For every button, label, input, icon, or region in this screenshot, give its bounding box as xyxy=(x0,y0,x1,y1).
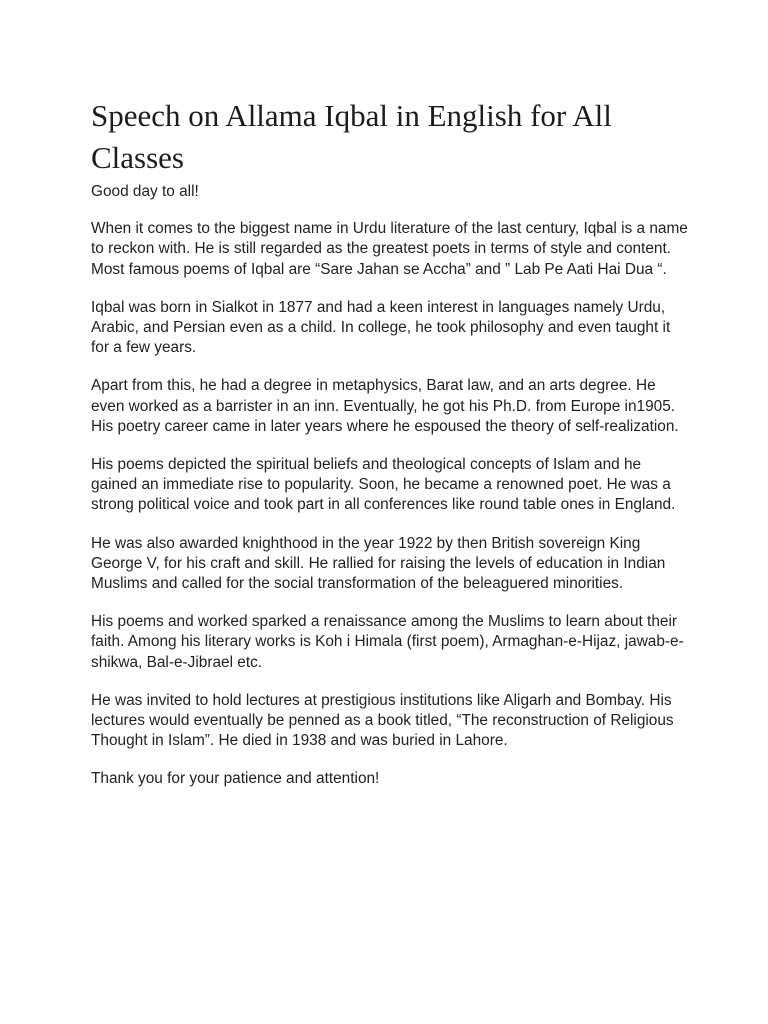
paragraph-early-life: Iqbal was born in Sialkot in 1877 and had a keen interest in languages namely Urdu, Arabic, and Persian even as a child. In college, he took philosophy and even taught it for a few years. xyxy=(91,298,671,357)
paragraph-lectures: He was invited to hold lectures at prestigious institutions like Aligarh and Bombay. His lectures would eventually be penned as a book titled, “The reconstruction of Religious Thought in Islam”. He died in 1938 and was buried in Lahore. xyxy=(91,691,674,750)
paragraph-education: Apart from this, he had a degree in metaphysics, Barat law, and an arts degree. He even worked as a barrister in an inn. Eventually, he got his Ph.D. from Europe in1905. His poetry career came in later years where he espoused the theory of self-realization. xyxy=(91,377,679,435)
paragraph-intro: When it comes to the biggest name in Urdu literature of the last century, Iqbal is a name to reckon with. He is still regarded as the greatest poets in terms of style and content. Most famous poems of Iqbal are “Sare Jahan se Accha” and ” Lab Pe Aati Hai Dua “. xyxy=(91,220,688,278)
paragraph-closing: Thank you for your patience and attention! xyxy=(91,770,380,788)
paragraph-greeting: Good day to all! xyxy=(91,183,199,200)
document-title: Speech on Allama Iqbal in English for All Classes xyxy=(91,98,612,175)
document-page xyxy=(91,95,691,808)
paragraph-literary-works: His poems and worked sparked a renaissance among the Muslims to learn about their faith. Among his literary works is Koh i Himala (first poem), Armaghan-e-Hijaz, jawab-e- shikwa, Bal-e-Jibrael etc. xyxy=(91,613,684,671)
paragraph-poetry: His poems depicted the spiritual beliefs and theological concepts of Islam and he gained an immediate rise to popularity. Soon, he became a renowned poet. He was a strong political voice and took part in all conferences like round table ones in England. xyxy=(91,456,676,514)
paragraph-knighthood: He was also awarded knighthood in the year 1922 by then British sovereign King George V, for his craft and skill. He rallied for raising the levels of education in Indian Muslims and called for the social transformation of the beleaguered minorities. xyxy=(91,534,666,593)
